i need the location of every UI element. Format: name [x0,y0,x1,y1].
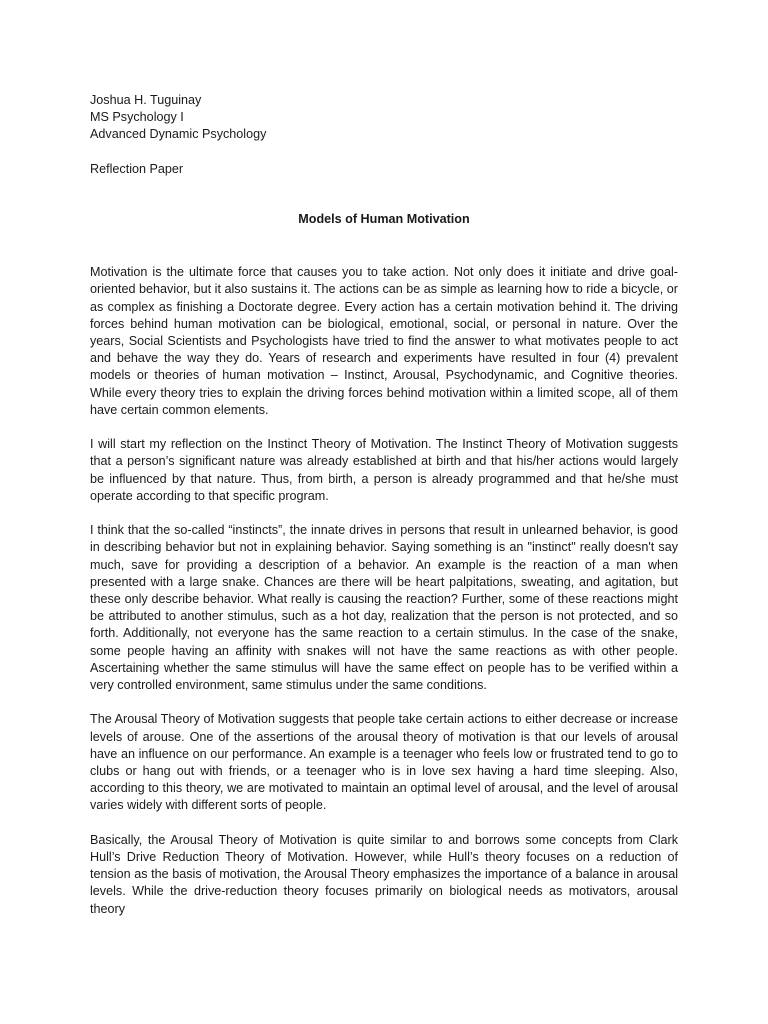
paragraph-intro: Motivation is the ultimate force that causes you to take action. Not only does it initiate and drive goal-oriented behavior, but it also sustains it. The actions can be as simple as learning how to ride a bicycle, or as complex as finishing a Doctorate degree. Every action has a certain motivation behind it. The driving forces behind human motivation can be biological, emotional, social, or personal in nature. Over the years, Social Scientists and Psychologists have tried to find the answer to what motivates people to act and behave the way they do. Years of research and experiments have resulted in four (4) prevalent models or theories of human motivation – Instinct, Arousal, Psychodynamic, and Cognitive theories. While every theory tries to explain the driving forces behind motivation within a limited scope, all of them have certain common elements. [90,265,678,417]
paragraph-arousal-theory: The Arousal Theory of Motivation suggests that people take certain actions to either decrease or increase levels of arouse. One of the assertions of the arousal theory of motivation is that our levels of arousal have an influence on our performance. An example is a teenager who feels low or frustrated tend to go to clubs or hang out with friends, or a teenager who is in love sex having a hard time sleeping. Also, according to this theory, we are motivated to maintain an optimal level of arousal, and the level of arousal varies widely with different sorts of people. [90,712,678,813]
paper-title: Models of Human Motivation [298,212,470,226]
program-name: MS Psychology I [90,110,184,125]
document-type: Reflection Paper [90,161,184,176]
course-name: Advanced Dynamic Psychology [90,127,267,142]
document-body [90,92,678,918]
paragraph-instinct-critique: I think that the so-called “instincts”, the innate drives in persons that result in unlearned behavior, is good in describing behavior but not in explaining behavior. Saying something is an "instinct" really doesn't say much, save for providing a description of a behavior. An example is the reaction of a man when presented with a large snake. Chances are there will be heart palpitations, sweating, and agitation, but these only describe behavior. What really is causing the reaction? Further, some of these reactions might be attributed to another stimulus, such as a hot day, realization that the person is not protected, and so forth. Additionally, not everyone has the same reaction to a certain stimulus. In the case of the snake, some people having an affinity with snakes will not have the same reactions as with other people. Ascertaining whether the same stimulus will have the same effect on people has to be verified within a very controlled environment, same stimulus under the same conditions. [90,523,678,693]
paragraph-instinct-theory: I will start my reflection on the Instinct Theory of Motivation. The Instinct Theory of Motivation suggests that a person’s significant nature was already established at birth and that his/her actions would largely be influenced by that nature. Thus, from birth, a person is already programmed and that he/she must operate according to that specific program. [90,437,678,503]
paragraph-arousal-comparison: Basically, the Arousal Theory of Motivation is quite similar to and borrows some concepts from Clark Hull’s Drive Reduction Theory of Motivation. However, while Hull’s theory focuses on a reduction of tension as the basis of motivation, the Arousal Theory emphasizes the importance of a balance in arousal levels. While the drive-reduction theory focuses primarily on biological needs as motivators, arousal theory [90,832,678,916]
author-name: Joshua H. Tuguinay [90,93,202,107]
